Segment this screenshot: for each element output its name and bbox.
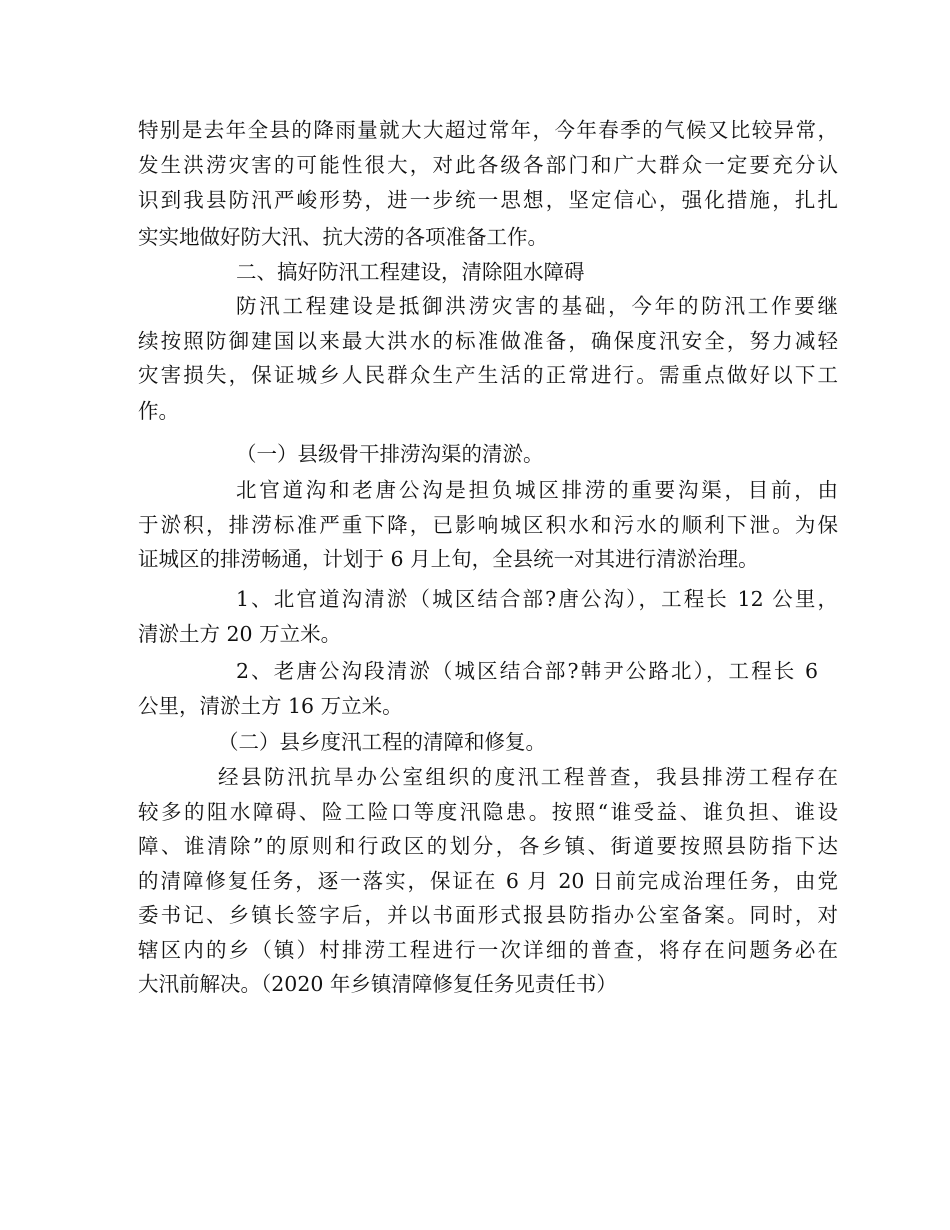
list-item-text: 2、老唐公沟段清淤（城区结合部?韩尹公路北），工程长 6 — [236, 659, 818, 683]
body-text-line: 作。 — [138, 399, 179, 423]
body-text-line: 续按照防御建国以来最大洪水的标准做准备，确保度汛安全，努力减轻 — [138, 329, 838, 353]
body-text-line: 实实地做好防大汛、抗大涝的各项准备工作。 — [138, 225, 548, 249]
list-item-text: 公里，清淤土方 16 万立米。 — [138, 694, 403, 718]
body-text-line: 特别是去年全县的降雨量就大大超过常年，今年春季的气候又比较异常， — [138, 118, 838, 142]
subsection-heading: （一）县级骨干排涝沟渠的清淤。 — [236, 442, 544, 466]
body-text-line: 较多的阻水障碍、险工险口等度汛隐患。按照“谁受益、谁负担、谁设 — [138, 800, 838, 824]
body-text-line: 辖区内的乡（镇）村排涝工程进行一次详细的普查，将存在问题务必在 — [138, 938, 838, 962]
body-text-line: 证城区的排涝畅通，计划于 6 月上旬，全县统一对其进行清淤治理。 — [138, 547, 759, 571]
body-text-line: 障、谁清除”的原则和行政区的划分，各乡镇、街道要按照县防指下达 — [138, 834, 838, 858]
body-text-line: 发生洪涝灾害的可能性很大，对此各级各部门和广大群众一定要充分认 — [138, 153, 838, 177]
body-text-line: 委书记、乡镇长签字后，并以书面形式报县防指办公室备案。同时，对 — [138, 903, 838, 927]
body-text-line: 北官道沟和老唐公沟是担负城区排涝的重要沟渠，目前，由 — [236, 478, 838, 502]
body-text-line: 经县防汛抗旱办公室组织的度汛工程普查，我县排涝工程存在 — [218, 765, 838, 789]
list-item-text: 1、北官道沟清淤（城区结合部?唐公沟），工程长 12 公里， — [236, 587, 838, 611]
body-text-line: 识到我县防汛严峻形势，进一步统一思想，坚定信心，强化措施，扎扎 — [138, 188, 838, 212]
body-text-line: 防汛工程建设是抵御洪涝灾害的基础，今年的防汛工作要继 — [236, 294, 838, 318]
section-heading: 二、搞好防汛工程建设，清除阻水障碍 — [236, 260, 585, 284]
list-item-text: 清淤土方 20 万立米。 — [138, 622, 342, 646]
body-text-line: 大汛前解决。（2020 年乡镇清障修复任务见责任书） — [138, 972, 617, 996]
body-text-line: 于淤积，排涝标准严重下降，已影响城区积水和污水的顺利下泄。为保 — [138, 513, 838, 537]
body-text-line: 灾害损失，保证城乡人民群众生产生活的正常进行。需重点做好以下工 — [138, 363, 838, 387]
body-text-line: 的清障修复任务，逐一落实，保证在 6 月 20 日前完成治理任务，由党 — [138, 869, 838, 893]
subsection-heading: （二）县乡度汛工程的清障和修复。 — [218, 730, 546, 754]
